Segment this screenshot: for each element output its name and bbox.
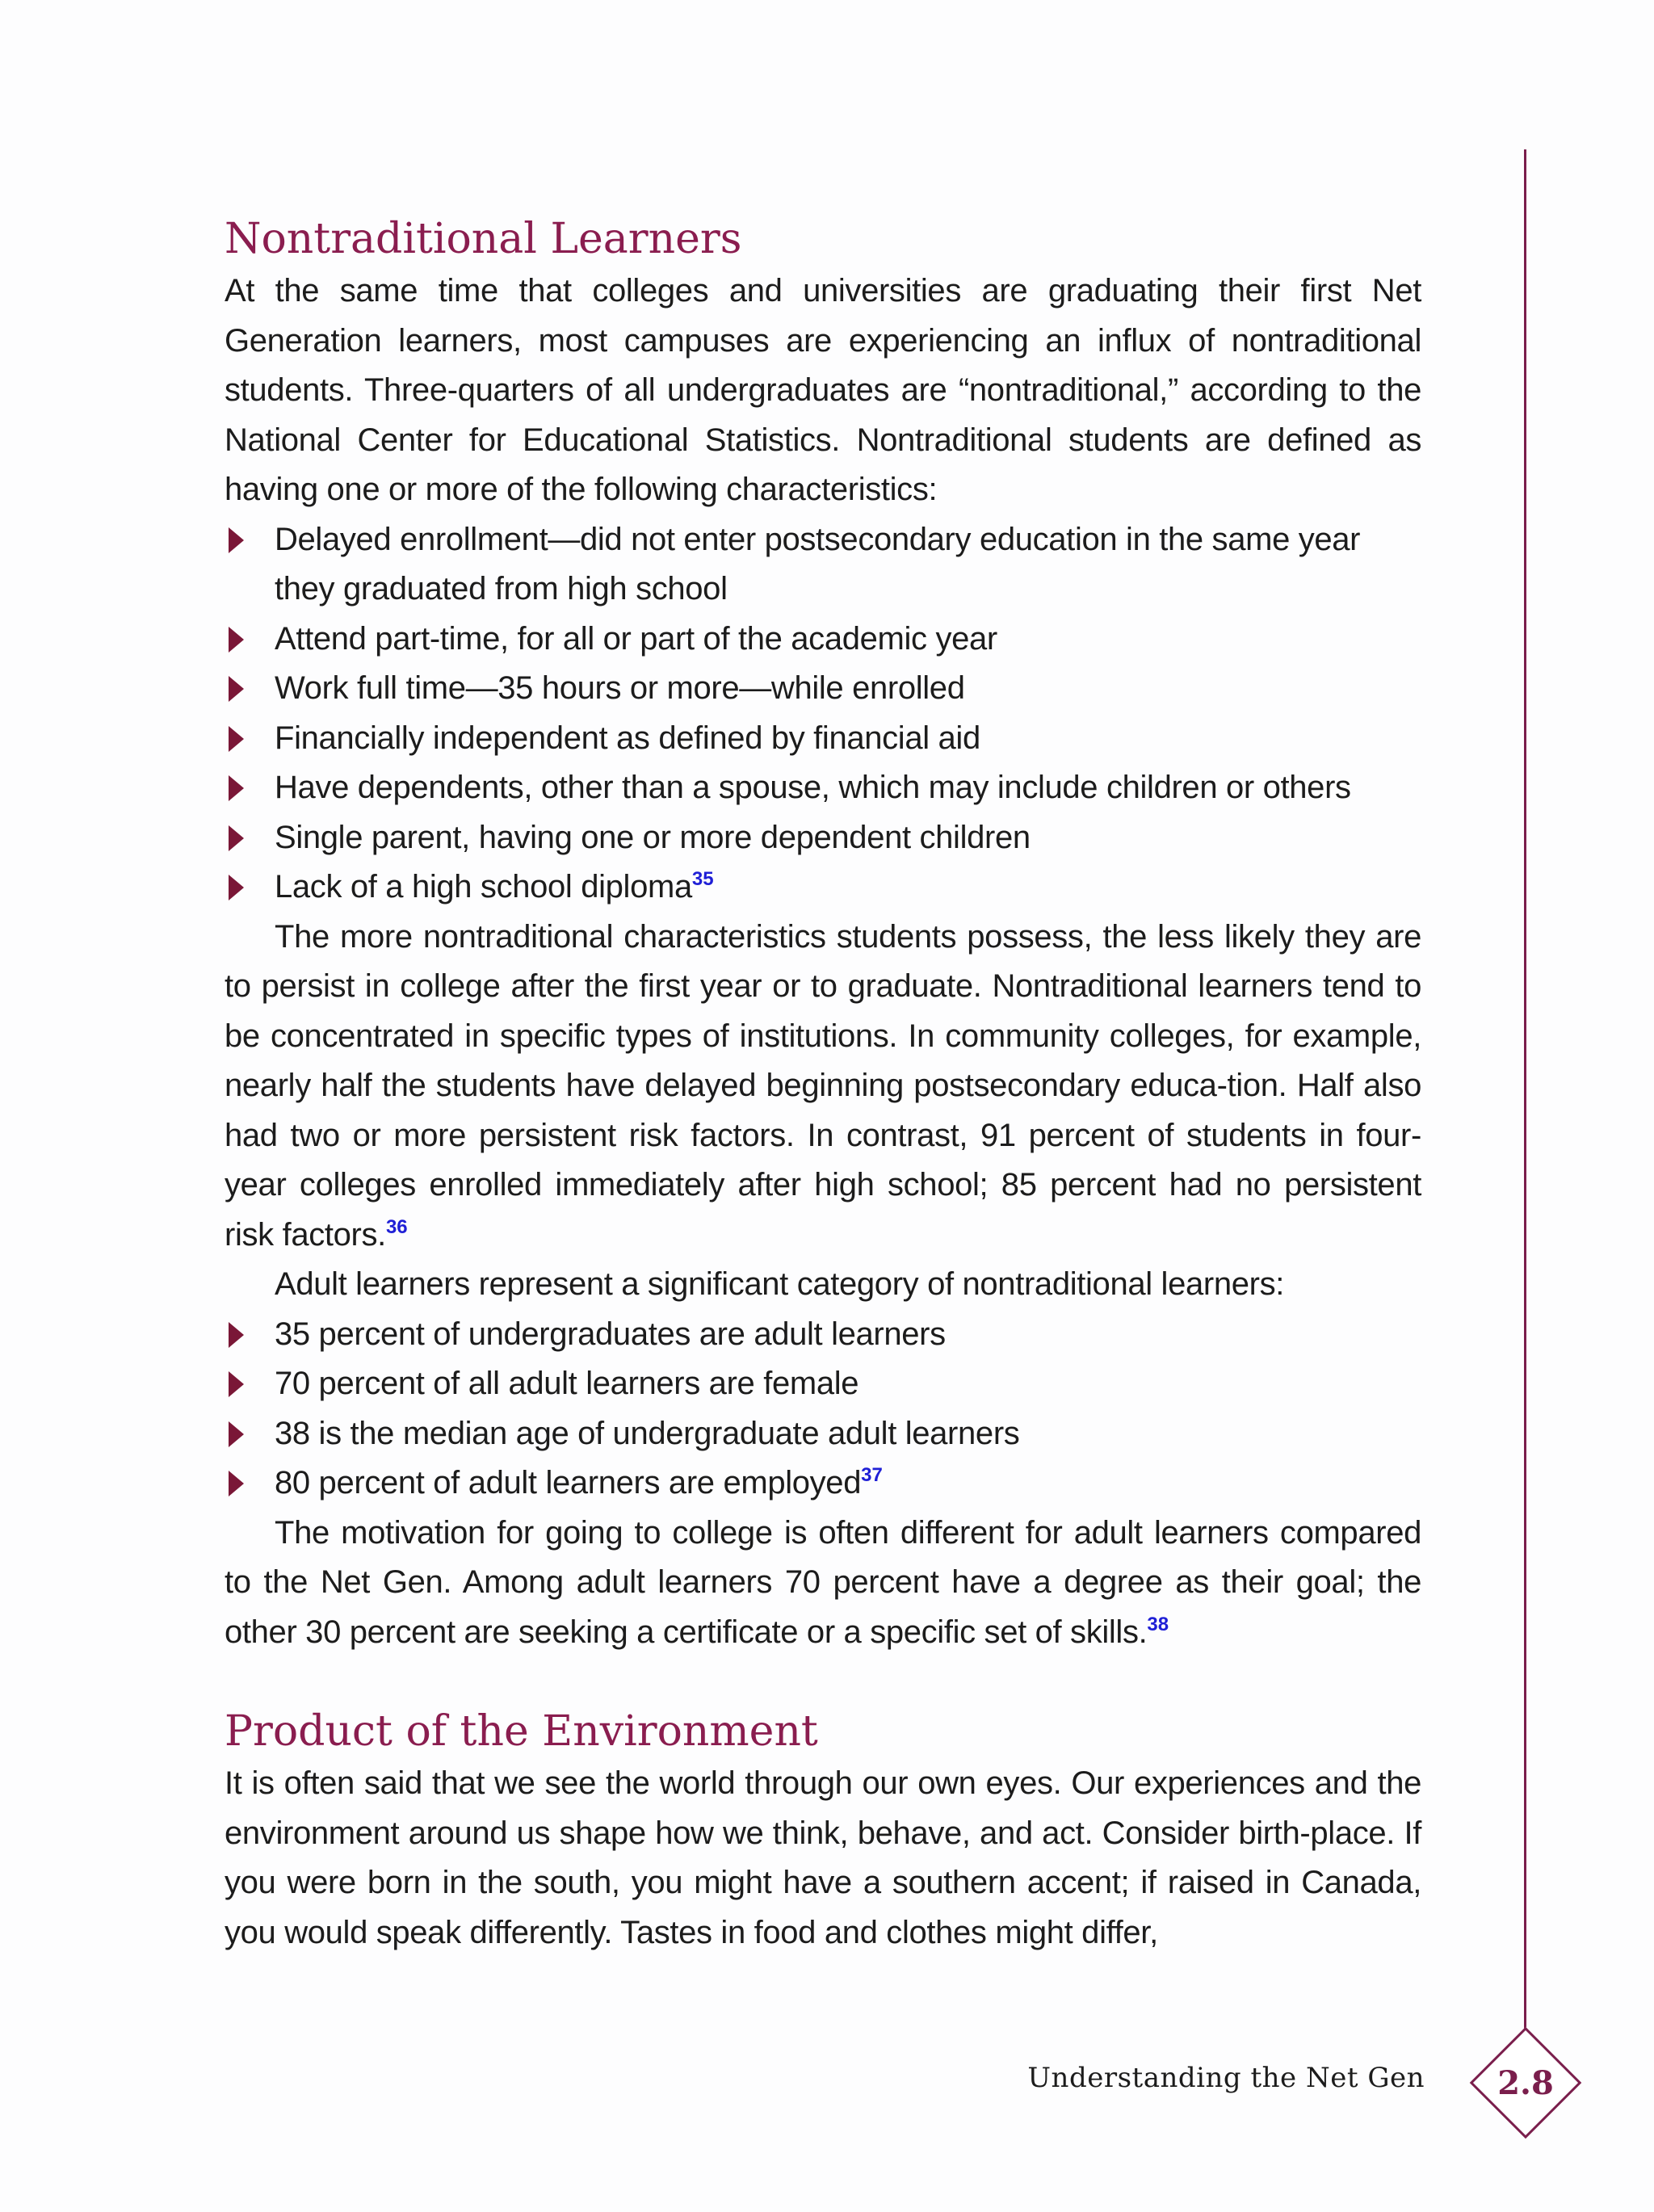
list-item: Single parent, having one or more dependent children bbox=[225, 813, 1421, 863]
triangle-bullet-icon bbox=[229, 726, 244, 752]
body-paragraph: The more nontraditional characteristics students possess, the less likely they are to persist in college after the first year or to graduate. Nontraditional learners tend to be concentrated in specific types of institutions. In community colleges, for example, nearly half the students have delayed beginning postsecondary educa-tion. Half also had two or more persistent risk factors. In contrast, 91 percent of students in four-year colleges enrolled immediately after high school; 85 percent had no persistent risk factors.$^{36}$ bbox=[225, 918, 1421, 1253]
footnote-ref[interactable]: 35 bbox=[691, 868, 714, 890]
list-item: Lack of a high school diploma$^{35}$ bbox=[225, 863, 1421, 913]
page-number-badge bbox=[1470, 2027, 1581, 2139]
list-item: 80 percent of adult learners are employed$^{37}$ bbox=[225, 1459, 1421, 1509]
triangle-bullet-icon bbox=[229, 1421, 244, 1447]
list-item: Financially independent as defined by financial aid bbox=[225, 714, 1421, 764]
list-item: Work full time—35 hours or more—while enrolled bbox=[225, 664, 1421, 714]
triangle-bullet-icon bbox=[229, 825, 244, 851]
list-item: 70 percent of all adult learners are female bbox=[225, 1359, 1421, 1409]
list-item: Have dependents, other than a spouse, which may include children or others bbox=[225, 763, 1421, 813]
list-item: 35 percent of undergraduates are adult learners bbox=[225, 1310, 1421, 1360]
characteristics-list bbox=[225, 515, 1421, 913]
list-item: Attend part-time, for all or part of the academic year bbox=[225, 615, 1421, 665]
list-item: 38 is the median age of undergraduate adult learners bbox=[225, 1409, 1421, 1459]
triangle-bullet-icon bbox=[229, 875, 244, 900]
triangle-bullet-icon bbox=[229, 627, 244, 653]
body-paragraph: The motivation for going to college is often different for adult learners compared to the Net Gen. Among adult learners 70 percent have a degree as their goal; the other 30 percent are seeking a certificate or a specific set of skills.$^{38}$ bbox=[225, 1514, 1421, 1650]
triangle-bullet-icon bbox=[229, 1371, 244, 1397]
triangle-bullet-icon bbox=[229, 1471, 244, 1496]
section-heading-nontraditional-learners: Nontraditional Learners bbox=[225, 215, 742, 263]
footnote-ref[interactable]: 38 bbox=[1147, 1613, 1169, 1635]
footnote-ref[interactable]: 36 bbox=[385, 1215, 408, 1238]
body-paragraph: It is often said that we see the world through our own eyes. Our experiences and the environment around us shape how we think, behave, and act. Consider birth-place. If you were born in the south, you might have a southern accent; if raised in Canada, you would speak differently. Tastes in food and clothes might differ, bbox=[225, 1765, 1421, 1950]
adult-learner-stats-list bbox=[225, 1310, 1421, 1509]
footnote-ref[interactable]: 37 bbox=[861, 1464, 883, 1486]
margin-rule bbox=[1524, 149, 1526, 2051]
triangle-bullet-icon bbox=[229, 1322, 244, 1348]
page-number: 2.8 bbox=[1497, 2063, 1554, 2102]
list-item: Delayed enrollment—did not enter postsecondary education in the same year they graduated from high school bbox=[225, 515, 1421, 615]
triangle-bullet-icon bbox=[229, 676, 244, 702]
running-footer-title: Understanding the Net Gen bbox=[1027, 2062, 1425, 2094]
triangle-bullet-icon bbox=[229, 527, 244, 553]
main-column bbox=[225, 212, 1421, 1958]
section-heading-product-of-environment: Product of the Environment bbox=[225, 1707, 818, 1756]
triangle-bullet-icon bbox=[229, 775, 244, 801]
intro-paragraph: At the same time that colleges and universities are graduating their first Net Generation learners, most campuses are experiencing an influx of nontraditional students. Three-quarters of all undergraduates are “nontraditional,” according to the National Center for Educational Statistics. Nontraditional students are defined as having one or more of the following characteristics: bbox=[225, 273, 1421, 507]
body-paragraph: Adult learners represent a significant category of nontraditional learners: bbox=[275, 1266, 1285, 1302]
